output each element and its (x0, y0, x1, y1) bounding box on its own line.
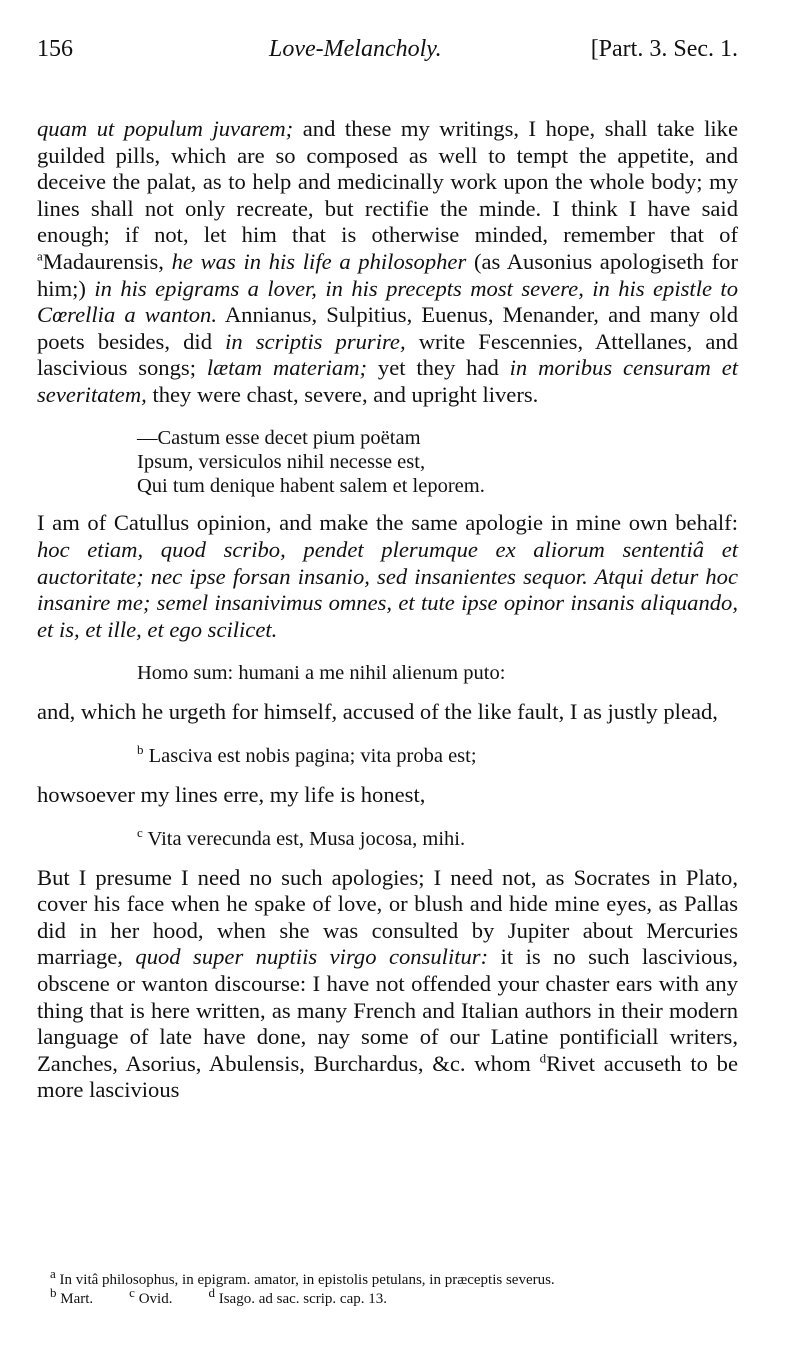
verse-line: —Castum esse decet pium poëtam (137, 426, 421, 449)
running-title: Love-Melancholy. (269, 36, 442, 62)
footnote-b-mark: b (50, 1285, 57, 1300)
footnote-a (50, 1266, 738, 1290)
footnotes (50, 1266, 738, 1309)
footnote-mark-a[interactable]: a (37, 248, 43, 264)
quotation-vita-verecunda (137, 824, 738, 851)
footnote-c-text: Ovid. (134, 1291, 173, 1307)
verse-line: Qui tum denique habent salem et leporem. (137, 475, 485, 498)
paragraph-5 (37, 865, 738, 1104)
text-run: and these my writings, I hope, shall take like guilded pills, which are so composed as well to tempt the appetite, and deceive the palat, as to help and medicinally work upon the whole body; my lines shall not only recreate, but rectifie the minde. I think I have said enough; if not, let him that is otherwise minded, remember that of (37, 116, 739, 248)
text-run: they were chast, severe, and upright livers. (146, 381, 539, 407)
text-run: yet they had (367, 355, 510, 381)
page-number: 156 (37, 36, 73, 62)
italic-run: lætam materiam; (206, 355, 368, 381)
quote-text: Vita verecunda est, Musa jocosa, mihi. (142, 827, 466, 850)
paragraph-2 (37, 510, 738, 643)
italic-run: quod super nuptiis virgo consulitur: (135, 944, 489, 970)
quotation-homo-sum: Homo sum: humani a me nihil alienum puto: (137, 662, 506, 685)
italic-run: in his epigrams a lover, in his precepts most severe, in his epistle to Cœrellia a wanton. (37, 275, 738, 328)
verse-block (137, 426, 738, 499)
footnote-d-text: Isago. ad sac. scrip. cap. 13. (214, 1291, 387, 1307)
text-run: it is no such lascivious, obscene or wanton discourse: I have not offended your chaster ears with any thing that is here written, as many French and Italian authors in their modern language of late have done, nay some of our Latine pontificiall writers, Zanches, Asorius, Abulensis, Burchardus, &c. whom (37, 944, 739, 1076)
text-run: Annianus, Sulpitius, Euenus, Menander, and many old poets besides, did (37, 302, 738, 354)
quotation-lasciva (137, 744, 738, 768)
text-run: I am of Catullus opinion, and make the same apologie in mine own behalf: (37, 510, 738, 536)
italic-run: in scriptis prurire, (225, 328, 406, 354)
body-text (37, 116, 738, 1104)
footnote-b-text: Mart. (56, 1291, 94, 1307)
footnote-mark-c[interactable]: c (137, 824, 143, 840)
quote-text: Lasciva est nobis pagina; vita proba est; (143, 744, 477, 767)
text-run: Madaurensis, (42, 248, 172, 274)
paragraph-1 (37, 116, 738, 409)
section-reference: [Part. 3. Sec. 1. (590, 36, 738, 62)
text-run: (as Ausonius apologiseth for him;) (37, 248, 739, 301)
italic-run: hoc etiam, quod scribo, pendet plerumque ex aliorum sententiâ et auctoritate; nec ipse forsan insanio, sed insanientes sequor. Atqui detur hoc insanire me; semel insanivimus omnes, et tute ipse opinor insanis aliquando, et is, et ille, et ego scilicet. (37, 537, 738, 642)
paragraph-3: and, which he urgeth for himself, accused of the like fault, I as justly plead, (37, 699, 718, 725)
paragraph-4: howsoever my lines erre, my life is honest, (37, 781, 426, 807)
footnote-row-bcd (50, 1285, 738, 1309)
footnote-a-text: In vitâ philosophus, in epigram. amator, in epistolis petulans, in præceptis severus. (55, 1272, 555, 1288)
footnote-a-mark: a (50, 1266, 56, 1281)
footnote-d-mark: d (208, 1285, 215, 1300)
footnote-mark-b[interactable]: b (137, 742, 144, 758)
text-run: write Fescennies, Attellanes, and lascivious songs; (37, 328, 738, 381)
footnote-c-mark: c (129, 1285, 135, 1300)
verse-line: Ipsum, versiculos nihil necesse est, (137, 450, 426, 473)
running-header (37, 30, 738, 74)
italic-run: in moribus censuram et severitatem, (37, 355, 739, 407)
text-run: Rivet accuseth to be more lascivious (37, 1050, 738, 1103)
italic-run: he was in his life a philosopher (171, 248, 467, 274)
footnote-mark-d[interactable]: d (539, 1050, 547, 1066)
latin-phrase: quam ut populum juvarem; (37, 116, 294, 141)
text-run: But I presume I need no such apologies; I need not, as Socrates in Plato, cover his face when he spake of love, or blush and hide mine eyes, as Pallas did in her hood, when she was consulted by Jupiter about Mercuries marriage, (37, 864, 738, 970)
